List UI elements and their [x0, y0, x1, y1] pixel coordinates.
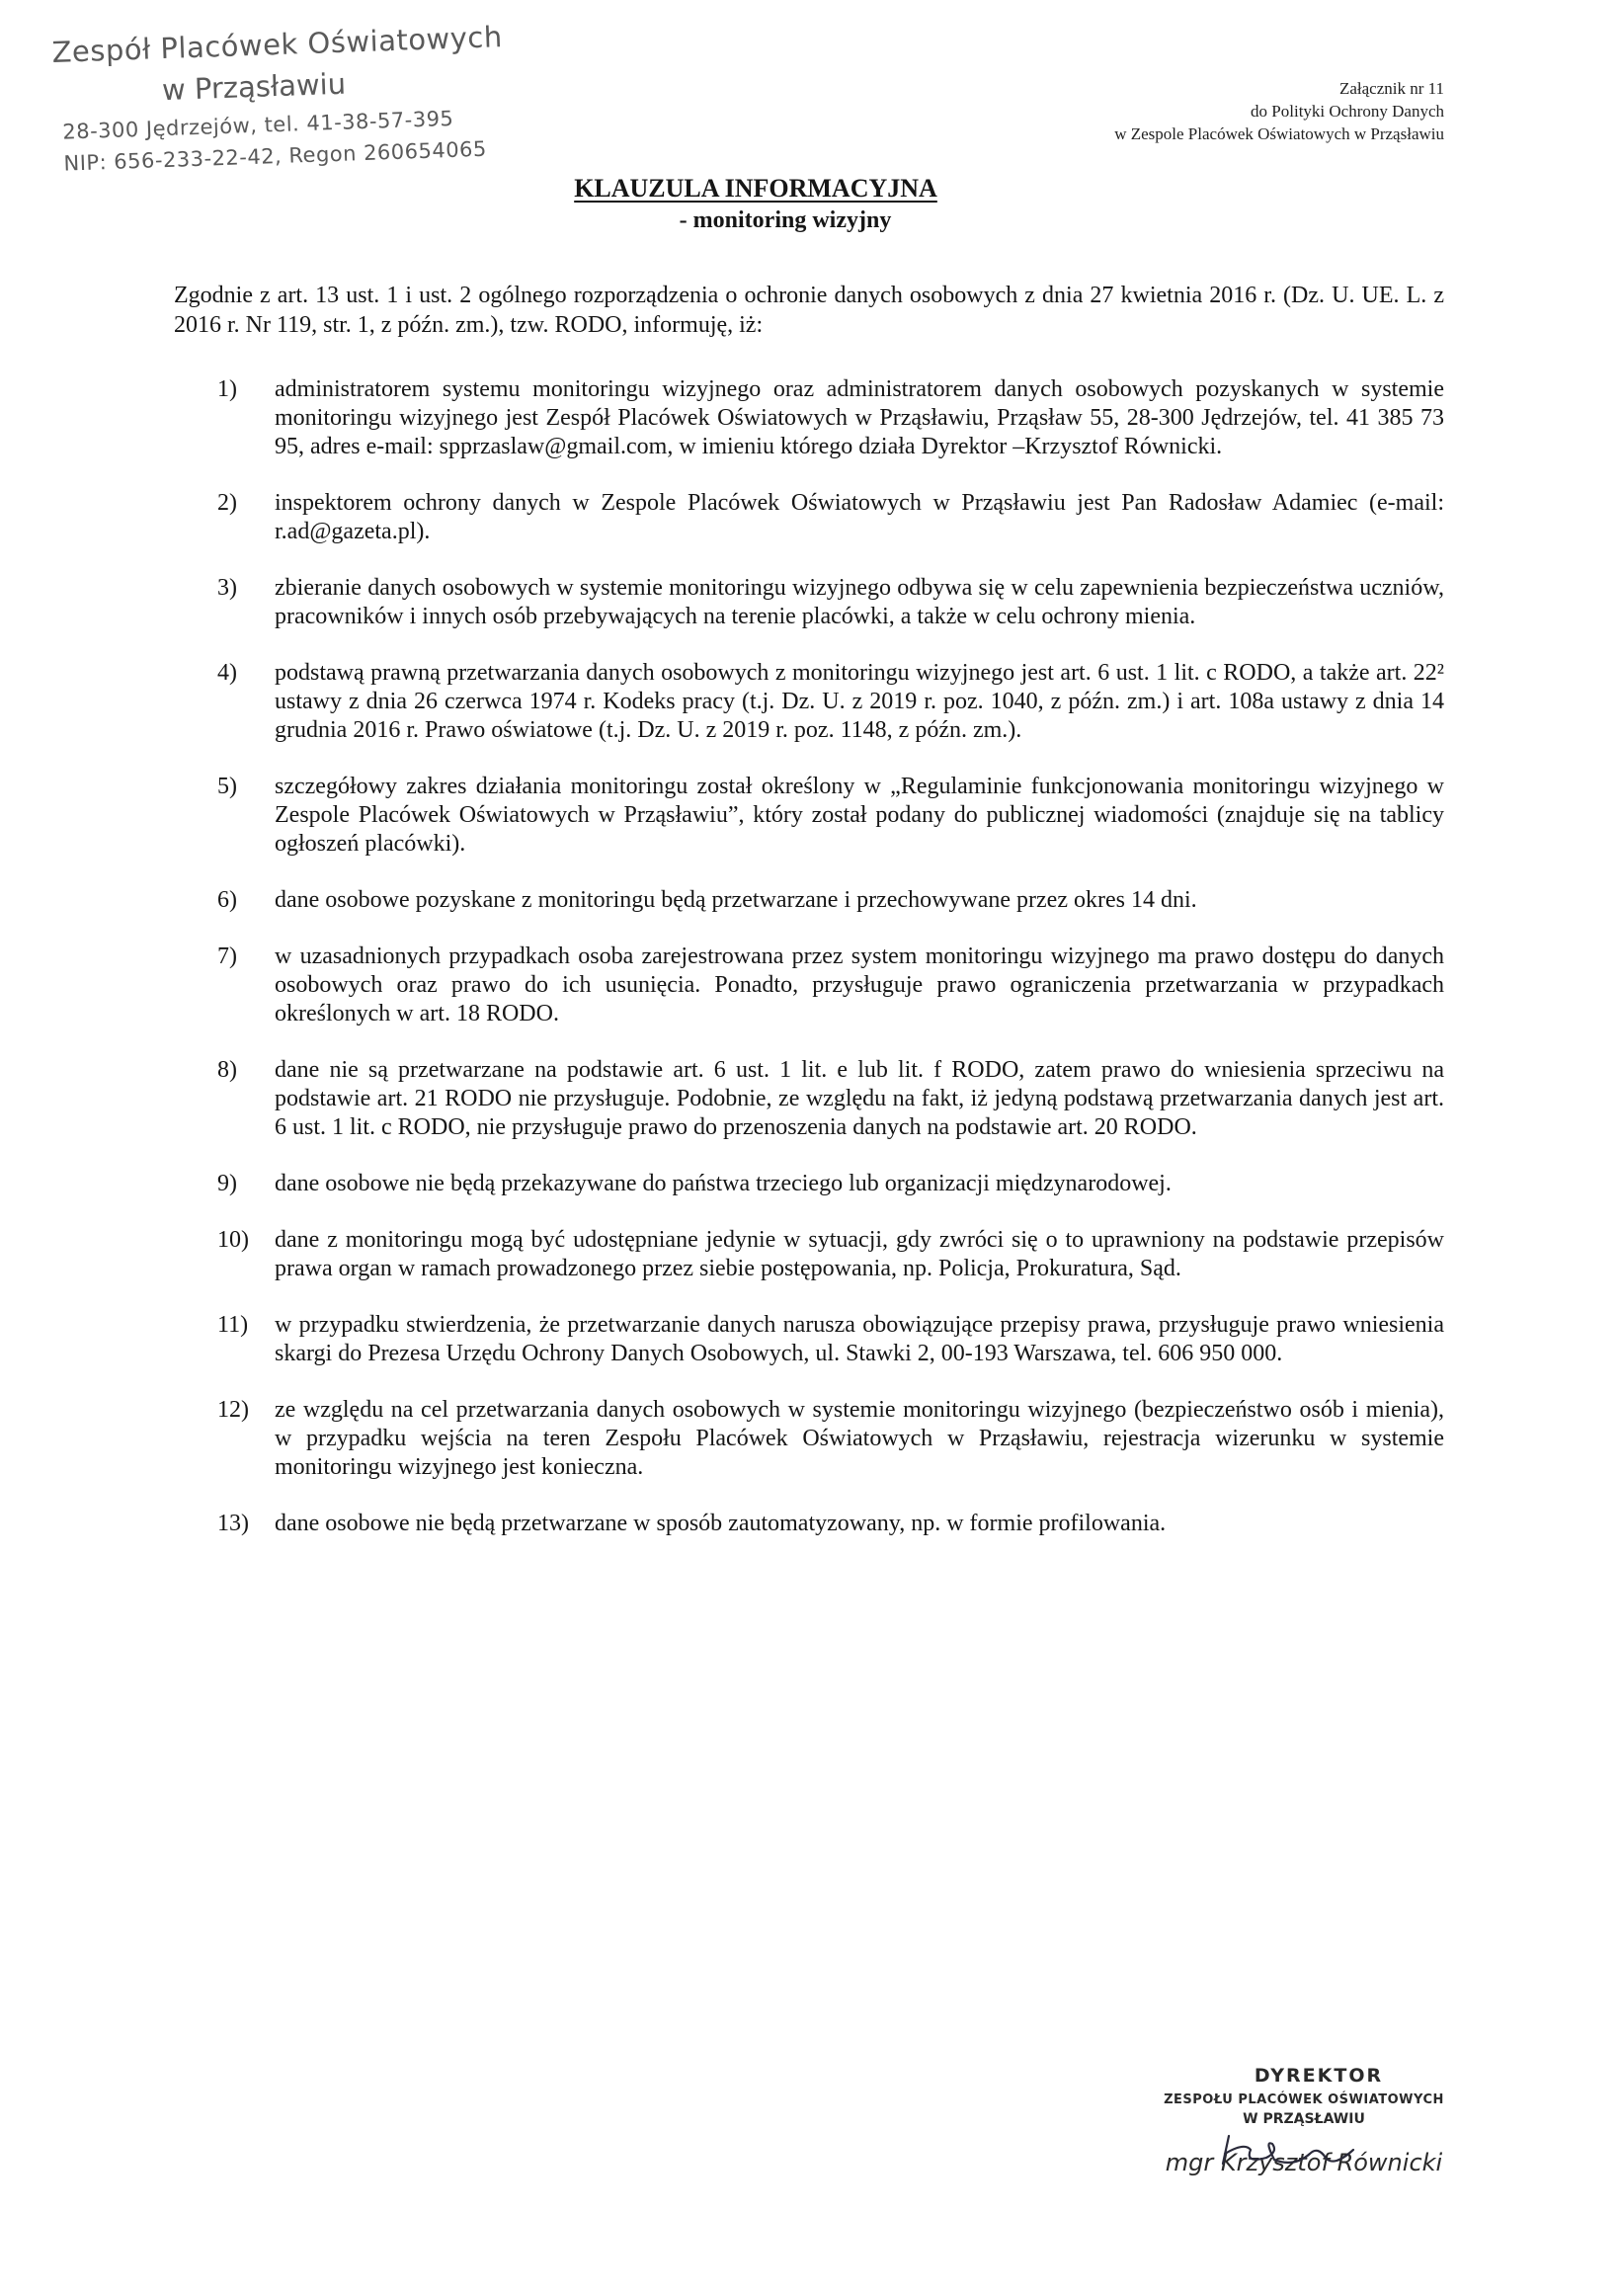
list-item — [174, 773, 1444, 859]
item-number: 1) — [217, 376, 237, 402]
item-text: dane osobowe pozyskane z monitoringu będą przetwarzane i przechowywane przez okres 14 dni. — [275, 887, 1197, 913]
item-text: dane osobowe nie będą przetwarzane w sposób zautomatyzowany, np. w formie profilowania. — [275, 1511, 1167, 1536]
item-text: inspektorem ochrony danych w Zespole Placówek Oświatowych w Prząsławiu jest Pan Radosław Adamiec (e-mail: r.ad@gazeta.pl). — [275, 490, 1444, 544]
handwritten-signature-icon — [1215, 2124, 1393, 2183]
list-item — [174, 1311, 1444, 1368]
stamp-line-4: NIP: 656-233-22-42, Regon 260654065 — [63, 136, 488, 176]
list-item — [174, 574, 1444, 631]
item-text: dane z monitoringu mogą być udostępniane jedynie w sytuacji, gdy zwróci się o to uprawniony na podstawie przepisów prawa organ w ramach prowadzonego przez siebie postępowania, np. Policja, Prokuratura, Sąd. — [275, 1227, 1444, 1281]
item-number: 11) — [217, 1312, 249, 1338]
item-number: 4) — [217, 660, 237, 686]
title-main: KLAUZULA INFORMACYJNA — [574, 174, 937, 203]
item-number: 12) — [217, 1397, 249, 1423]
item-number: 7) — [217, 943, 237, 969]
list-item — [174, 886, 1444, 915]
item-number: 6) — [217, 887, 237, 913]
item-number: 2) — [217, 490, 237, 516]
intro-paragraph: Zgodnie z art. 13 ust. 1 i ust. 2 ogólnego rozporządzenia o ochronie danych osobowych z dnia 27 kwietnia 2016 r. (Dz. U. UE. L. z 2016 r. Nr 119, str. 1, z późn. zm.), tzw. RODO, informuję, iż: — [174, 283, 1444, 338]
list-item — [174, 659, 1444, 745]
list-item — [174, 1056, 1444, 1142]
item-text: w uzasadnionych przypadkach osoba zarejestrowana przez system monitoringu wizyjnego ma prawo dostępu do danych osobowych oraz prawo do ich usunięcia. Ponadto, przysługuje prawo ograniczenia przetwarzania w przypadkach określonych w art. 18 RODO. — [275, 943, 1444, 1026]
item-text: szczegółowy zakres działania monitoringu został określony w „Regulaminie funkcjonowania monitoringu wizyjnego w Zespole Placówek Oświatowych w Prząsławiu”, który został podany do publicznej wiadomości (znajduje się na tablicy ogłoszeń placówki). — [275, 774, 1444, 857]
clause-list — [174, 375, 1444, 1538]
annex-note — [1114, 77, 1444, 145]
school-stamp — [51, 18, 570, 176]
stamp-line-2: w Prząsławiu — [161, 66, 347, 108]
stamp-line-1: Zespół Placówek Oświatowych — [51, 20, 504, 69]
signature-name: mgr Krzysztof Równicki — [1165, 2149, 1443, 2176]
list-item — [174, 1226, 1444, 1283]
signature-title: DYREKTOR — [1254, 2065, 1384, 2087]
item-text: w przypadku stwierdzenia, że przetwarzanie danych narusza obowiązujące przepisy prawa, przysługuje prawo wniesienia skargi do Prezesa Urzędu Ochrony Danych Osobowych, ul. Stawki 2, 00-193 Warszawa, tel. 606 950 000. — [275, 1312, 1444, 1366]
list-item — [174, 489, 1444, 546]
item-number: 10) — [217, 1227, 249, 1253]
signature-line-2: ZESPOŁU PLACÓWEK OŚWIATOWYCH — [1164, 2092, 1444, 2107]
item-text: podstawą prawną przetwarzania danych osobowych z monitoringu wizyjnego jest art. 6 ust. 1 lit. c RODO, a także art. 22² ustawy z dnia 26 czerwca 1974 r. Kodeks pracy (t.j. Dz. U. z 2019 r. poz. 1040, z późn. zm.) i art. 108a ustawy z dnia 14 grudnia 2016 r. Prawo oświatowe (t.j. Dz. U. z 2019 r. poz. 1148, z późn. zm.). — [275, 660, 1444, 743]
item-number: 13) — [217, 1511, 249, 1536]
item-text: dane osobowe nie będą przekazywane do państwa trzeciego lub organizacji międzynarodowej. — [275, 1171, 1172, 1196]
item-text: ze względu na cel przetwarzania danych osobowych w systemie monitoringu wizyjnego (bezpieczeństwo osób i mienia), w przypadku wejścia na teren Zespołu Placówek Oświatowych w Prząsławiu, rejestracja wizerunku w systemie monitoringu wizyjnego jest konieczna. — [275, 1397, 1444, 1480]
annex-line-2: do Polityki Ochrony Danych — [1251, 102, 1444, 121]
annex-line-3: w Zespole Placówek Oświatowych w Prząsławiu — [1114, 124, 1444, 143]
item-number: 9) — [217, 1171, 237, 1196]
item-text: zbieranie danych osobowych w systemie monitoringu wizyjnego odbywa się w celu zapewnienia bezpieczeństwa uczniów, pracowników i innych osób przebywających na terenie placówki, a także w celu ochrony mienia. — [275, 575, 1444, 629]
list-item — [174, 1510, 1444, 1538]
list-item — [174, 1396, 1444, 1482]
item-number: 5) — [217, 774, 237, 799]
item-number: 8) — [217, 1057, 237, 1083]
document-title — [0, 174, 1620, 234]
stamp-line-3: 28-300 Jędrzejów, tel. 41-38-57-395 — [61, 106, 454, 144]
item-number: 3) — [217, 575, 237, 601]
list-item — [174, 1170, 1444, 1198]
item-text: dane nie są przetwarzane na podstawie art. 6 ust. 1 lit. e lub lit. f RODO, zatem prawo do wniesienia sprzeciwu na podstawie art. 21 RODO nie przysługuje. Podobnie, ze względu na fakt, iż jedyną podstawą przetwarzania danych jest art. 6 ust. 1 lit. c RODO, nie przysługuje prawo do przenoszenia danych na podstawie art. 20 RODO. — [275, 1057, 1444, 1140]
annex-line-1: Załącznik nr 11 — [1338, 79, 1444, 98]
item-text: administratorem systemu monitoringu wizyjnego oraz administratorem danych osobowych pozyskanych w systemie monitoringu wizyjnego jest Zespół Placówek Oświatowych w Prząsławiu, Prząsław 55, 28-300 Jędrzejów, tel. 41 385 73 95, adres e-mail: spprzaslaw@gmail.com, w imieniu którego działa Dyrektor –Krzysztof Równicki. — [275, 376, 1444, 459]
signature-stamp — [1106, 2065, 1501, 2176]
title-sub: - monitoring wizyjny — [679, 207, 892, 233]
signature-line-3: W PRZĄSŁAWIU — [1243, 2111, 1365, 2127]
list-item — [174, 375, 1444, 461]
list-item — [174, 943, 1444, 1028]
